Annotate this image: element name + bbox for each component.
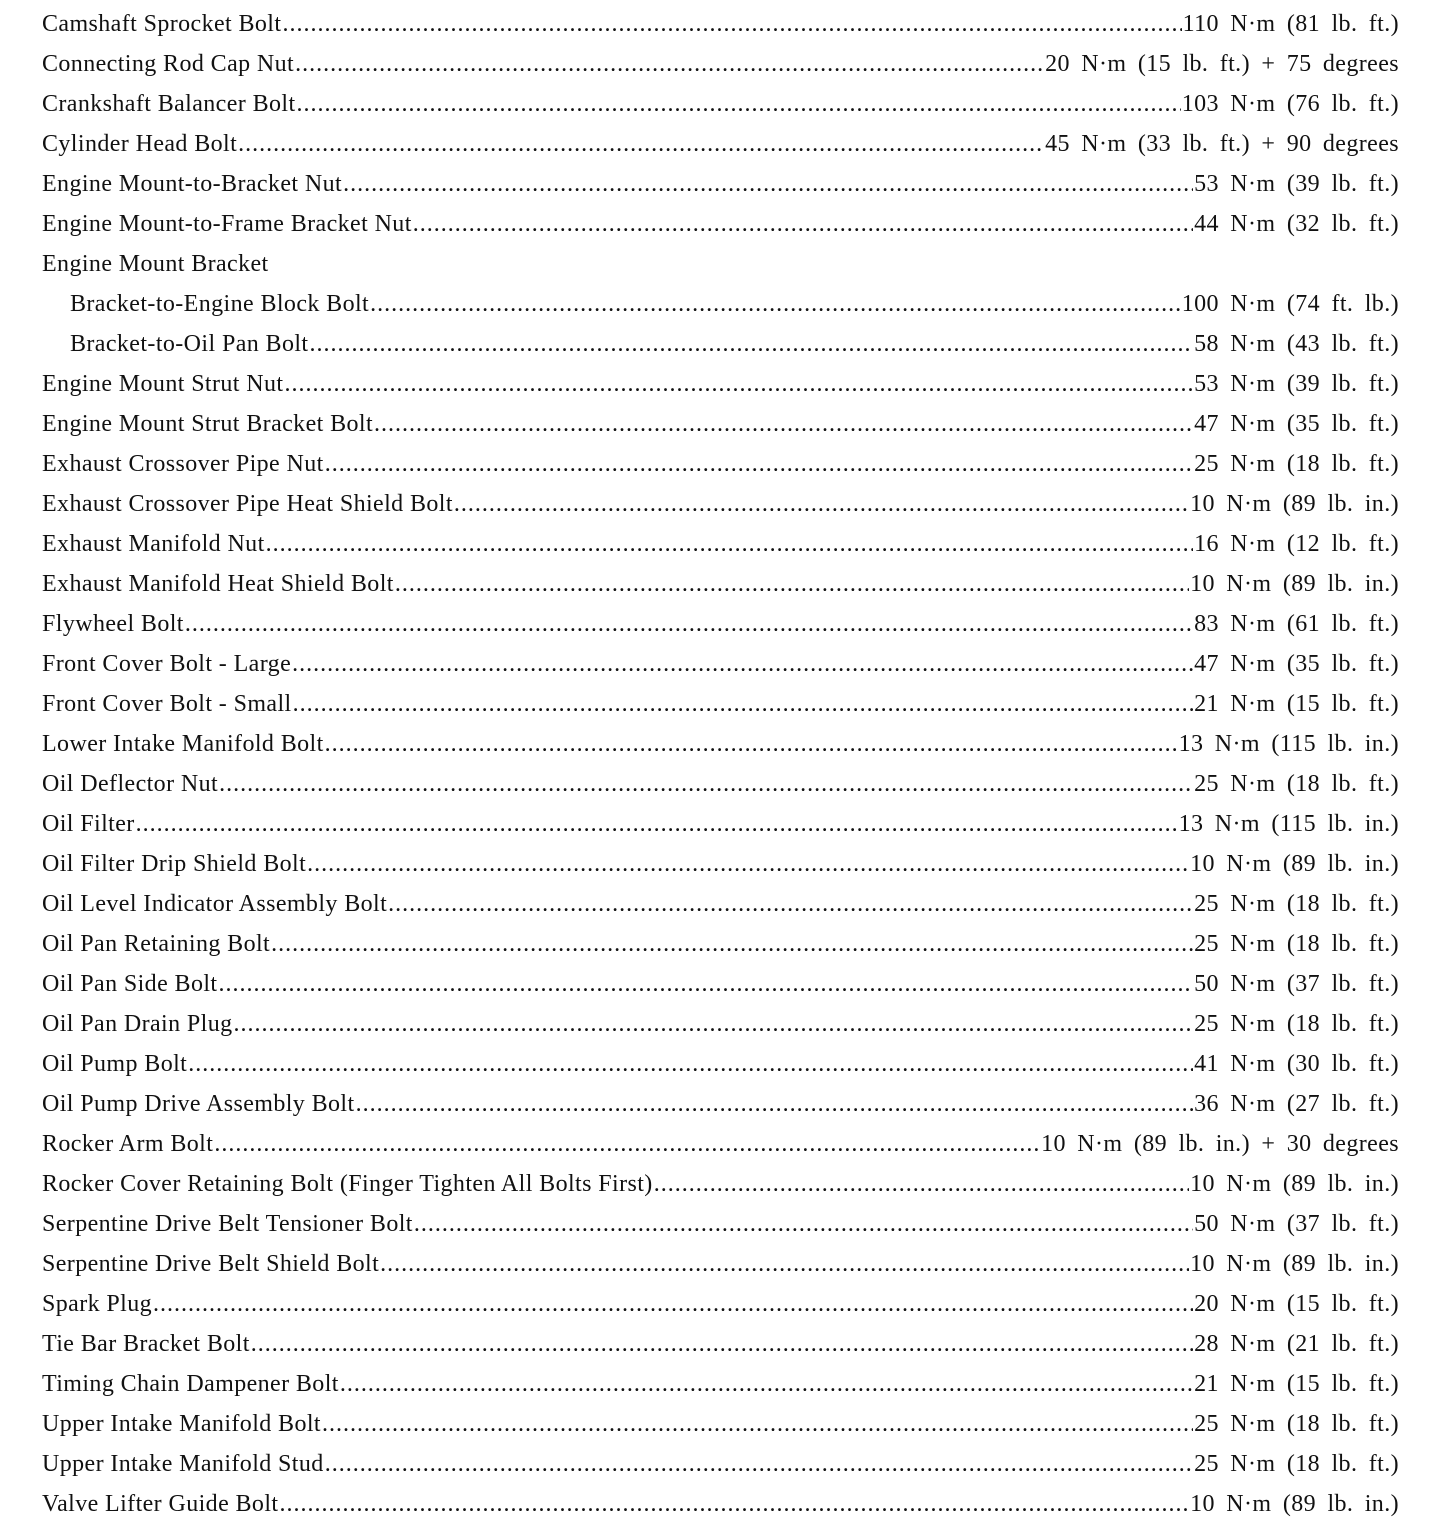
spec-value: 10 N·m (89 lb. in.) [1190, 571, 1399, 597]
spec-value: 110 N·m (81 lb. ft.) [1182, 11, 1399, 37]
dot-leader [185, 604, 1193, 644]
spec-name: Serpentine Drive Belt Tensioner Bolt [42, 1211, 413, 1237]
spec-value: 41 N·m (30 lb. ft.) [1194, 1051, 1399, 1077]
spec-row [42, 1484, 1399, 1524]
spec-value: 25 N·m (18 lb. ft.) [1194, 891, 1399, 917]
dot-leader [325, 444, 1193, 484]
spec-value: 20 N·m (15 lb. ft.) + 75 degrees [1045, 51, 1399, 77]
spec-name: Oil Pan Drain Plug [42, 1011, 233, 1037]
spec-row [42, 284, 1399, 324]
spec-row [42, 1404, 1399, 1444]
spec-row [42, 1044, 1399, 1084]
dot-leader [374, 404, 1193, 444]
spec-row [42, 1284, 1399, 1324]
spec-value: 20 N·m (15 lb. ft.) [1194, 1291, 1399, 1317]
spec-row [42, 564, 1399, 604]
spec-name: Front Cover Bolt - Small [42, 691, 292, 717]
spec-row [42, 1204, 1399, 1244]
spec-name: Oil Filter [42, 811, 135, 837]
spec-name: Bracket-to-Oil Pan Bolt [70, 331, 309, 357]
spec-row [42, 4, 1399, 44]
spec-name: Camshaft Sprocket Bolt [42, 11, 282, 37]
spec-row [42, 404, 1399, 444]
spec-row [42, 1364, 1399, 1404]
spec-row [42, 204, 1399, 244]
spec-name: Engine Mount-to-Bracket Nut [42, 171, 343, 197]
spec-value: 45 N·m (33 lb. ft.) + 90 degrees [1045, 131, 1399, 157]
dot-leader [380, 1244, 1189, 1284]
spec-row [42, 1444, 1399, 1484]
spec-row [42, 124, 1399, 164]
spec-value: 53 N·m (39 lb. ft.) [1194, 171, 1399, 197]
spec-name: Serpentine Drive Belt Shield Bolt [42, 1251, 380, 1277]
spec-row [42, 524, 1399, 564]
spec-row [42, 164, 1399, 204]
spec-name: Spark Plug [42, 1291, 153, 1317]
dot-leader [322, 1404, 1193, 1444]
spec-row [42, 764, 1399, 804]
dot-leader [370, 284, 1181, 324]
spec-name: Crankshaft Balancer Bolt [42, 91, 296, 117]
spec-value: 10 N·m (89 lb. in.) [1190, 1491, 1399, 1517]
dot-leader [297, 84, 1181, 124]
spec-value: 13 N·m (115 lb. in.) [1178, 811, 1399, 837]
spec-value: 10 N·m (89 lb. in.) + 30 degrees [1041, 1131, 1399, 1157]
spec-row [42, 924, 1399, 964]
spec-name: Engine Mount Strut Bracket Bolt [42, 411, 374, 437]
spec-name: Upper Intake Manifold Bolt [42, 1411, 322, 1437]
dot-leader [307, 844, 1189, 884]
spec-name: Rocker Arm Bolt [42, 1131, 214, 1157]
spec-row [42, 1244, 1399, 1284]
dot-leader [271, 924, 1193, 964]
spec-row [42, 844, 1399, 884]
spec-value: 13 N·m (115 lb. in.) [1178, 731, 1399, 757]
spec-row [42, 884, 1399, 924]
spec-row [42, 324, 1399, 364]
dot-leader [251, 1324, 1193, 1364]
dot-leader [395, 564, 1189, 604]
dot-leader [279, 1484, 1189, 1524]
spec-value: 28 N·m (21 lb. ft.) [1194, 1331, 1399, 1357]
spec-row [42, 964, 1399, 1004]
spec-row [42, 444, 1399, 484]
spec-row [42, 644, 1399, 684]
spec-value: 47 N·m (35 lb. ft.) [1194, 651, 1399, 677]
spec-row [42, 1324, 1399, 1364]
spec-name: Exhaust Crossover Pipe Heat Shield Bolt [42, 491, 453, 517]
spec-name: Flywheel Bolt [42, 611, 184, 637]
dot-leader [414, 1204, 1193, 1244]
spec-name: Timing Chain Dampener Bolt [42, 1371, 339, 1397]
torque-spec-table [42, 4, 1399, 1524]
spec-name: Oil Level Indicator Assembly Bolt [42, 891, 388, 917]
spec-name: Tie Bar Bracket Bolt [42, 1331, 250, 1357]
spec-value: 25 N·m (18 lb. ft.) [1194, 451, 1399, 477]
spec-value: 25 N·m (18 lb. ft.) [1194, 1011, 1399, 1037]
spec-value: 25 N·m (18 lb. ft.) [1194, 931, 1399, 957]
dot-leader [413, 204, 1193, 244]
dot-leader [340, 1364, 1193, 1404]
spec-value: 10 N·m (89 lb. in.) [1190, 491, 1399, 517]
spec-name: Oil Deflector Nut [42, 771, 219, 797]
spec-name: Oil Pan Retaining Bolt [42, 931, 271, 957]
spec-row [42, 804, 1399, 844]
spec-group-heading [42, 244, 1399, 284]
spec-name: Engine Mount-to-Frame Bracket Nut [42, 211, 412, 237]
dot-leader [454, 484, 1189, 524]
dot-leader [284, 364, 1193, 404]
spec-row [42, 1164, 1399, 1204]
spec-row [42, 684, 1399, 724]
spec-name: Lower Intake Manifold Bolt [42, 731, 324, 757]
spec-name: Oil Filter Drip Shield Bolt [42, 851, 307, 877]
dot-leader [218, 964, 1193, 1004]
dot-leader [136, 804, 1178, 844]
dot-leader [356, 1084, 1194, 1124]
spec-name: Rocker Cover Retaining Bolt (Finger Tighten All Bolts First) [42, 1171, 653, 1197]
spec-name: Connecting Rod Cap Nut [42, 51, 295, 77]
spec-name: Exhaust Crossover Pipe Nut [42, 451, 324, 477]
dot-leader [295, 44, 1044, 84]
spec-row [42, 1084, 1399, 1124]
dot-leader [153, 1284, 1193, 1324]
spec-row [42, 44, 1399, 84]
spec-name: Engine Mount Strut Nut [42, 371, 284, 397]
dot-leader [654, 1164, 1189, 1204]
spec-name: Bracket-to-Engine Block Bolt [70, 291, 370, 317]
spec-name: Engine Mount Bracket [42, 251, 269, 277]
spec-value: 25 N·m (18 lb. ft.) [1194, 771, 1399, 797]
spec-row [42, 724, 1399, 764]
spec-value: 83 N·m (61 lb. ft.) [1194, 611, 1399, 637]
spec-value: 100 N·m (74 ft. lb.) [1181, 291, 1399, 317]
spec-name: Front Cover Bolt - Large [42, 651, 292, 677]
spec-name: Exhaust Manifold Nut [42, 531, 265, 557]
dot-leader [343, 164, 1193, 204]
spec-row [42, 604, 1399, 644]
spec-value: 10 N·m (89 lb. in.) [1190, 851, 1399, 877]
spec-row [42, 84, 1399, 124]
spec-name: Upper Intake Manifold Stud [42, 1451, 324, 1477]
spec-name: Oil Pump Drive Assembly Bolt [42, 1091, 355, 1117]
spec-value: 36 N·m (27 lb. ft.) [1194, 1091, 1399, 1117]
spec-row [42, 1124, 1399, 1164]
spec-value: 16 N·m (12 lb. ft.) [1194, 531, 1399, 557]
spec-row [42, 364, 1399, 404]
spec-value: 10 N·m (89 lb. in.) [1190, 1171, 1399, 1197]
spec-value: 44 N·m (32 lb. ft.) [1194, 211, 1399, 237]
dot-leader [292, 644, 1193, 684]
dot-leader [219, 764, 1193, 804]
spec-name: Oil Pan Side Bolt [42, 971, 218, 997]
spec-row [42, 1004, 1399, 1044]
dot-leader [238, 124, 1044, 164]
spec-value: 50 N·m (37 lb. ft.) [1194, 1211, 1399, 1237]
spec-value: 47 N·m (35 lb. ft.) [1194, 411, 1399, 437]
spec-value: 25 N·m (18 lb. ft.) [1194, 1411, 1399, 1437]
dot-leader [282, 4, 1181, 44]
spec-value: 25 N·m (18 lb. ft.) [1194, 1451, 1399, 1477]
dot-leader [188, 1044, 1193, 1084]
dot-leader [388, 884, 1193, 924]
dot-leader [266, 524, 1193, 564]
spec-value: 10 N·m (89 lb. in.) [1190, 1251, 1399, 1277]
spec-value: 50 N·m (37 lb. ft.) [1194, 971, 1399, 997]
spec-value: 53 N·m (39 lb. ft.) [1194, 371, 1399, 397]
spec-row [42, 484, 1399, 524]
dot-leader [293, 684, 1193, 724]
spec-name: Oil Pump Bolt [42, 1051, 188, 1077]
dot-leader [325, 1444, 1193, 1484]
dot-leader [214, 1124, 1040, 1164]
spec-value: 21 N·m (15 lb. ft.) [1194, 1371, 1399, 1397]
spec-value: 21 N·m (15 lb. ft.) [1194, 691, 1399, 717]
spec-name: Valve Lifter Guide Bolt [42, 1491, 279, 1517]
spec-name: Cylinder Head Bolt [42, 131, 238, 157]
dot-leader [234, 1004, 1194, 1044]
spec-value: 58 N·m (43 lb. ft.) [1194, 331, 1399, 357]
dot-leader [325, 724, 1178, 764]
spec-value: 103 N·m (76 lb. ft.) [1181, 91, 1399, 117]
dot-leader [310, 324, 1194, 364]
spec-name: Exhaust Manifold Heat Shield Bolt [42, 571, 394, 597]
